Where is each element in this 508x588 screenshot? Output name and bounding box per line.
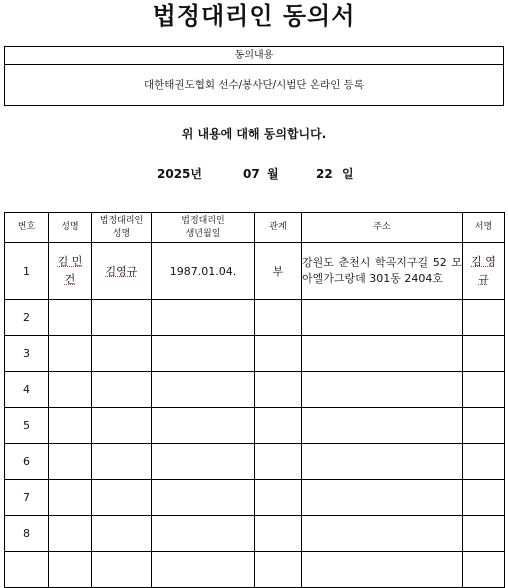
cell-number: 5	[5, 408, 49, 444]
header-name: 성명	[49, 213, 92, 243]
cell-name[interactable]	[49, 552, 92, 588]
cell-guardian-name[interactable]	[92, 552, 152, 588]
date-year: 2025년	[157, 167, 202, 181]
date-day-unit: 일	[342, 167, 354, 181]
table-row	[5, 552, 505, 588]
guardian-table	[4, 212, 505, 588]
consent-box	[4, 46, 504, 106]
document-title: 법정대리인 동의서	[152, 1, 356, 30]
cell-number: 7	[5, 480, 49, 516]
cell-address[interactable]	[302, 336, 463, 372]
header-signature: 서명	[463, 213, 505, 243]
cell-address[interactable]	[302, 444, 463, 480]
cell-number: 8	[5, 516, 49, 552]
cell-guardian-name[interactable]: 김영규	[105, 265, 138, 278]
consent-header: 동의내용	[5, 47, 503, 65]
cell-guardian-birth[interactable]	[152, 552, 255, 588]
cell-relation[interactable]	[255, 336, 302, 372]
header-guardian-birth: 법정대리인 생년월일	[152, 213, 255, 243]
cell-guardian-name[interactable]	[92, 336, 152, 372]
table-row	[5, 372, 505, 408]
header-guardian-name: 법정대리인 성명	[92, 213, 152, 243]
cell-guardian-birth[interactable]	[152, 444, 255, 480]
cell-address[interactable]	[302, 480, 463, 516]
cell-signature[interactable]	[463, 300, 505, 336]
cell-signature[interactable]	[463, 336, 505, 372]
cell-relation[interactable]	[255, 552, 302, 588]
cell-relation[interactable]	[255, 444, 302, 480]
cell-guardian-name[interactable]	[92, 300, 152, 336]
header-relation: 관계	[255, 213, 302, 243]
cell-name[interactable]: 김 민 건	[49, 243, 92, 300]
cell-guardian-birth[interactable]	[152, 408, 255, 444]
header-number: 번호	[5, 213, 49, 243]
table-row	[5, 243, 505, 300]
date-day-value: 22	[316, 167, 333, 181]
cell-signature[interactable]	[463, 444, 505, 480]
table-row	[5, 336, 505, 372]
cell-number: 3	[5, 336, 49, 372]
cell-address[interactable]	[302, 372, 463, 408]
cell-guardian-name[interactable]	[92, 516, 152, 552]
cell-relation[interactable]: 부	[255, 243, 302, 300]
cell-signature[interactable]	[463, 516, 505, 552]
cell-address[interactable]: 강원도 춘천시 학곡지구길 52 모아엘가그랑데 301동 2404호	[302, 243, 463, 300]
cell-signature[interactable]	[463, 552, 505, 588]
cell-relation[interactable]	[255, 480, 302, 516]
table-header-row	[5, 213, 505, 243]
cell-guardian-birth[interactable]	[152, 372, 255, 408]
table-row	[5, 516, 505, 552]
cell-relation[interactable]	[255, 300, 302, 336]
cell-guardian-name[interactable]	[92, 408, 152, 444]
table-row	[5, 444, 505, 480]
agreement-statement: 위 내용에 대해 동의합니다.	[181, 127, 327, 141]
date-month-value: 07	[243, 167, 260, 181]
cell-number: 2	[5, 300, 49, 336]
cell-guardian-birth[interactable]	[152, 336, 255, 372]
cell-guardian-birth[interactable]	[152, 300, 255, 336]
cell-number: 4	[5, 372, 49, 408]
cell-address[interactable]	[302, 516, 463, 552]
header-address: 주소	[302, 213, 463, 243]
cell-signature[interactable]: 김 영 규	[463, 243, 505, 300]
consent-content: 대한태권도협회 선수/봉사단/시범단 온라인 등록	[144, 79, 364, 91]
cell-signature[interactable]	[463, 372, 505, 408]
table-row	[5, 480, 505, 516]
cell-name[interactable]	[49, 408, 92, 444]
cell-address[interactable]	[302, 552, 463, 588]
cell-number: 6	[5, 444, 49, 480]
cell-guardian-name[interactable]	[92, 444, 152, 480]
cell-guardian-birth[interactable]	[152, 480, 255, 516]
cell-guardian-birth[interactable]: 1987.01.04.	[152, 243, 255, 300]
cell-relation[interactable]	[255, 408, 302, 444]
date-month-unit: 월	[267, 167, 279, 181]
cell-guardian-name[interactable]	[92, 372, 152, 408]
table-row	[5, 300, 505, 336]
cell-name[interactable]	[49, 336, 92, 372]
cell-number: 1	[5, 243, 49, 300]
cell-relation[interactable]	[255, 372, 302, 408]
cell-name[interactable]	[49, 300, 92, 336]
cell-relation[interactable]	[255, 516, 302, 552]
table-row	[5, 408, 505, 444]
cell-address[interactable]	[302, 408, 463, 444]
cell-guardian-name[interactable]	[92, 480, 152, 516]
cell-number	[5, 552, 49, 588]
cell-name[interactable]	[49, 372, 92, 408]
cell-name[interactable]	[49, 480, 92, 516]
cell-signature[interactable]	[463, 480, 505, 516]
cell-signature[interactable]	[463, 408, 505, 444]
cell-address[interactable]	[302, 300, 463, 336]
cell-name[interactable]	[49, 444, 92, 480]
cell-guardian-birth[interactable]	[152, 516, 255, 552]
cell-name[interactable]	[49, 516, 92, 552]
